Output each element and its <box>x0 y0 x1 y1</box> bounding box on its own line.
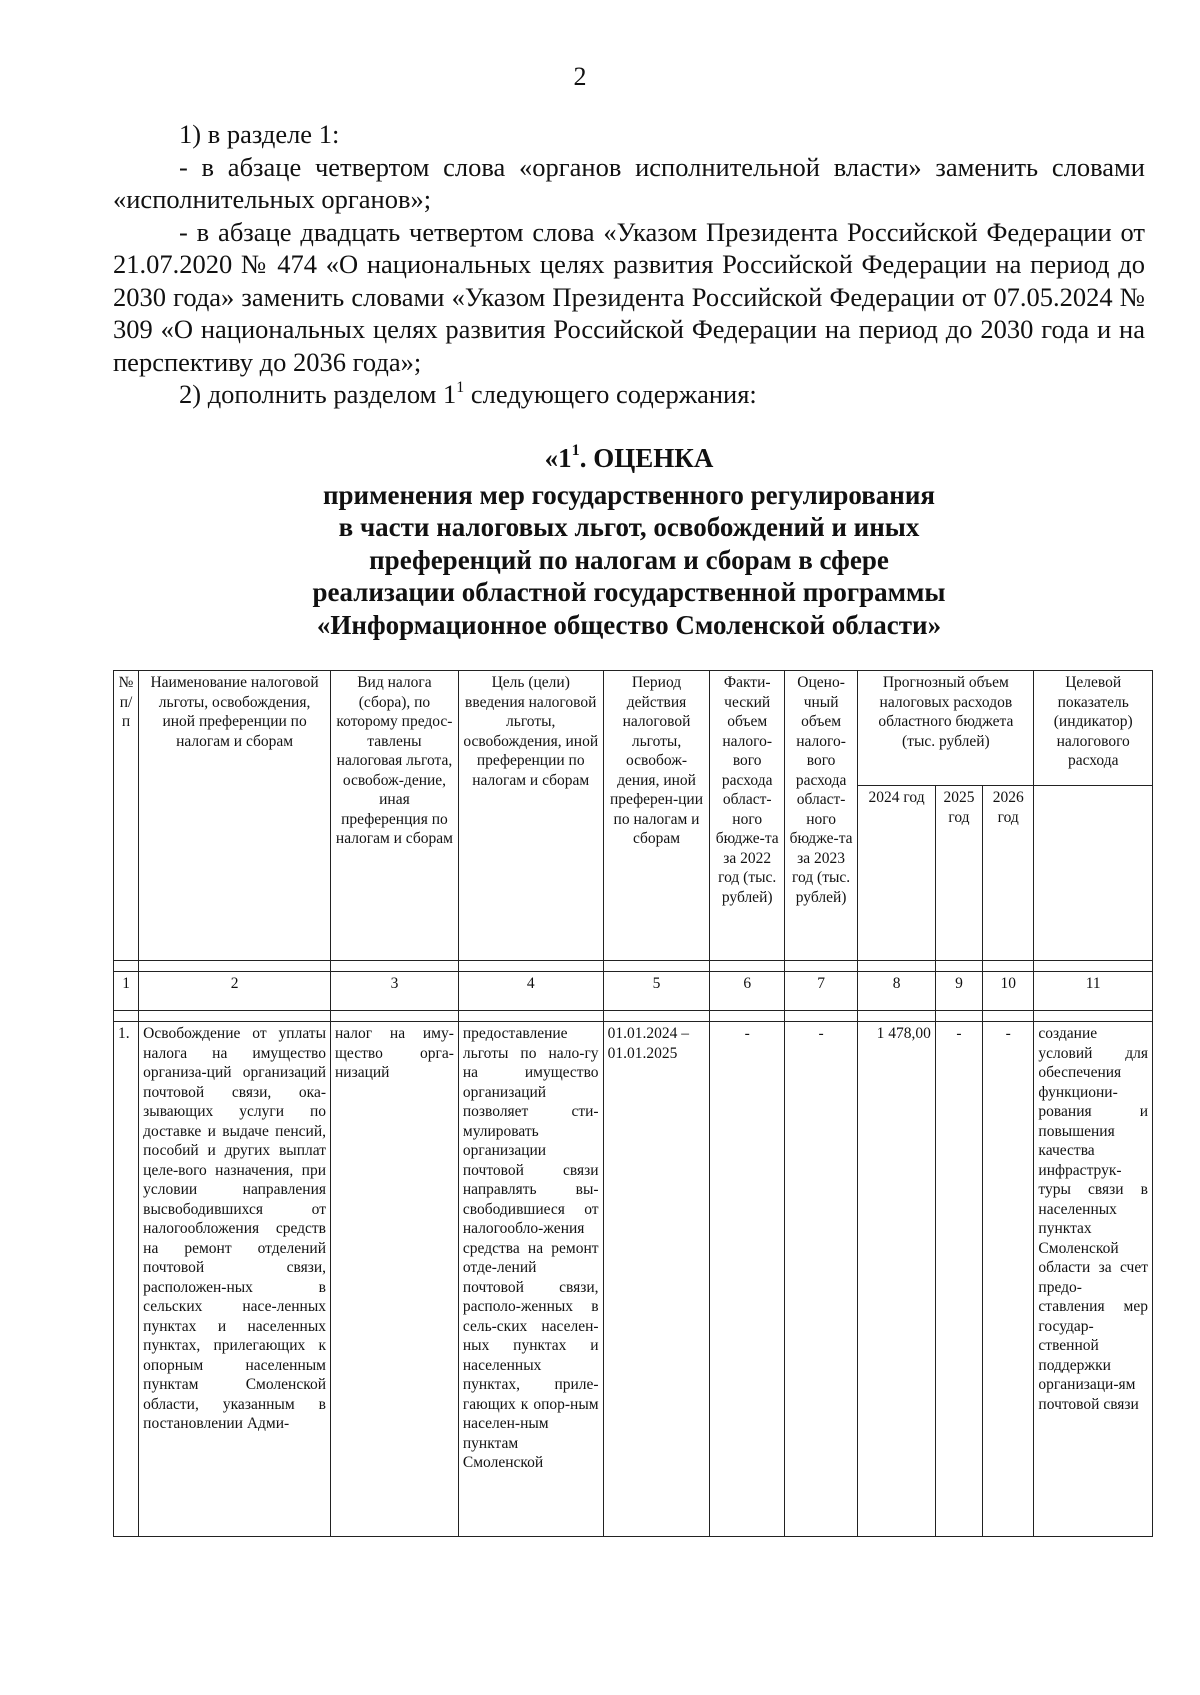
page-number: 2 <box>573 62 587 91</box>
column-number: 10 <box>983 972 1034 1011</box>
cell-name: Освобождение от уплаты налога на имущество организа-ций организаций почтовой связи, ока-зывающих услуги по доставке и выдаче пенсий, пособий и других выплат целе-вого назначения, при условии направления высвободившихся от налогообложения средств на ремонт отделений почтовой связи, расположен-ных в сельских насе-ленных пунктах и населенных пунктах, прилегающих к опорным населенным пунктам Смоленской области, указанным в постановлении Адми- <box>139 1022 331 1537</box>
column-number: 1 <box>114 972 139 1011</box>
heading-line-5: «Информационное общество Смоленской области» <box>316 609 942 640</box>
cell-2025: - <box>935 1022 982 1537</box>
cell-2024: 1 478,00 <box>858 1022 936 1537</box>
paragraph-amendment-2: - в абзаце двадцать четвертом слова «Указом Президента Российской Федерации от 21.07.2020 № 474 «О национальных целях развития Российской Федерации на период до 2030 года» заменить словами «Указом Президента Российской Федерации от 07.05.2024 № 309 «О национальных целях развития Российской Федерации на период до 2030 года и на перспективу до 2036 года»; <box>113 216 1145 377</box>
column-number: 7 <box>784 972 857 1011</box>
paragraph-add-section-post: следующего содержания: <box>464 379 757 409</box>
column-number-row <box>114 972 1153 1011</box>
heading-line-1: применения мер государственного регулирования <box>322 479 936 510</box>
column-number: 9 <box>935 972 982 1011</box>
paragraph-add-section-sup: 1 <box>456 378 465 396</box>
tax-expenditure-table <box>113 670 1153 1537</box>
heading-line-2: в части налоговых льгот, освобождений и иных <box>338 512 920 542</box>
column-number: 3 <box>331 972 459 1011</box>
header-2025: 2025 год <box>935 786 982 961</box>
column-number: 11 <box>1034 972 1153 1011</box>
paragraph-add-section <box>113 378 1145 411</box>
header-forecast: Прогнозный объем налоговых расходов областного бюджета (тыс. рублей) <box>858 671 1034 786</box>
section-title-pre: «1 <box>544 443 572 473</box>
heading-line-4: реализации областной государственной программы <box>312 577 946 607</box>
body-text <box>113 118 1145 411</box>
header-period: Период действия налоговой льготы, освобож-дения, иной преферен-ции по налогам и сборам <box>603 671 710 961</box>
header-tax-type: Вид налога (сбора), по которому предос-тавлены налоговая льгота, освобож-дение, иная преференция по налогам и сборам <box>331 671 459 961</box>
cell-tax-type: налог на иму-щество орга-низаций <box>331 1022 459 1537</box>
column-number: 2 <box>139 972 331 1011</box>
section-heading <box>113 442 1145 641</box>
header-2026: 2026 год <box>983 786 1034 961</box>
table-header-row <box>114 671 1153 786</box>
column-number: 4 <box>458 972 603 1011</box>
paragraph-section-1: 1) в разделе 1: <box>179 119 340 149</box>
header-num: № п/п <box>114 671 139 961</box>
column-number: 6 <box>710 972 784 1011</box>
column-number: 8 <box>858 972 936 1011</box>
header-indicator: Целевой показатель (индикатор) налогового расхода <box>1034 671 1153 786</box>
header-2024: 2024 год <box>858 786 936 961</box>
header-estimated: Оцено-чный объем налого-вого расхода област-ного бюдже-та за 2023 год (тыс. рублей) <box>784 671 857 961</box>
section-title <box>113 442 1145 475</box>
heading-line-3: преференций по налогам и сборам в сфере <box>369 544 889 575</box>
header-goal: Цель (цели) введения налоговой льготы, освобождения, иной преференции по налогам и сборам <box>458 671 603 961</box>
section-title-post: . ОЦЕНКА <box>579 443 714 473</box>
cell-2026: - <box>983 1022 1034 1537</box>
table-separator-row <box>114 1011 1153 1022</box>
paragraph-add-section-pre: 2) дополнить разделом 1 <box>179 379 457 409</box>
paragraph-amendment-1: - в абзаце четвертом слова «органов исполнительной власти» заменить словами «исполнительных органов»; <box>113 151 1145 214</box>
column-number: 5 <box>603 972 710 1011</box>
table-separator-row <box>114 961 1153 972</box>
cell-num: 1. <box>114 1022 139 1537</box>
header-actual: Факти-ческий объем налого-вого расхода област-ного бюдже-та за 2022 год (тыс. рублей) <box>710 671 784 961</box>
cell-goal: предоставление льготы по нало-гу на имущество организаций позволяет сти-мулировать организации почтовой связи направлять вы-свободившиеся от налогообло-жения средства на ремонт отде-лений почтовой связи, располо-женных в сель-ских населен-ных пунктах и населенных пунктах, приле-гающих к опор-ным населен-ным пунктам Смоленской <box>458 1022 603 1537</box>
cell-indicator: создание условий для обеспечения функциони-рования и повышения качества инфраструк-туры связи в населенных пунктах Смоленской области за счет предо-ставления мер государ-ственной поддержки организаци-ям почтовой связи <box>1034 1022 1153 1537</box>
header-indicator-empty <box>1034 786 1153 961</box>
cell-actual: - <box>710 1022 784 1537</box>
section-title-sup: 1 <box>571 441 580 460</box>
cell-period: 01.01.2024 – 01.01.2025 <box>603 1022 710 1537</box>
table-row <box>114 1022 1153 1537</box>
cell-estimated: - <box>784 1022 857 1537</box>
header-name: Наименование налоговой льготы, освобождения, иной преференции по налогам и сборам <box>139 671 331 961</box>
